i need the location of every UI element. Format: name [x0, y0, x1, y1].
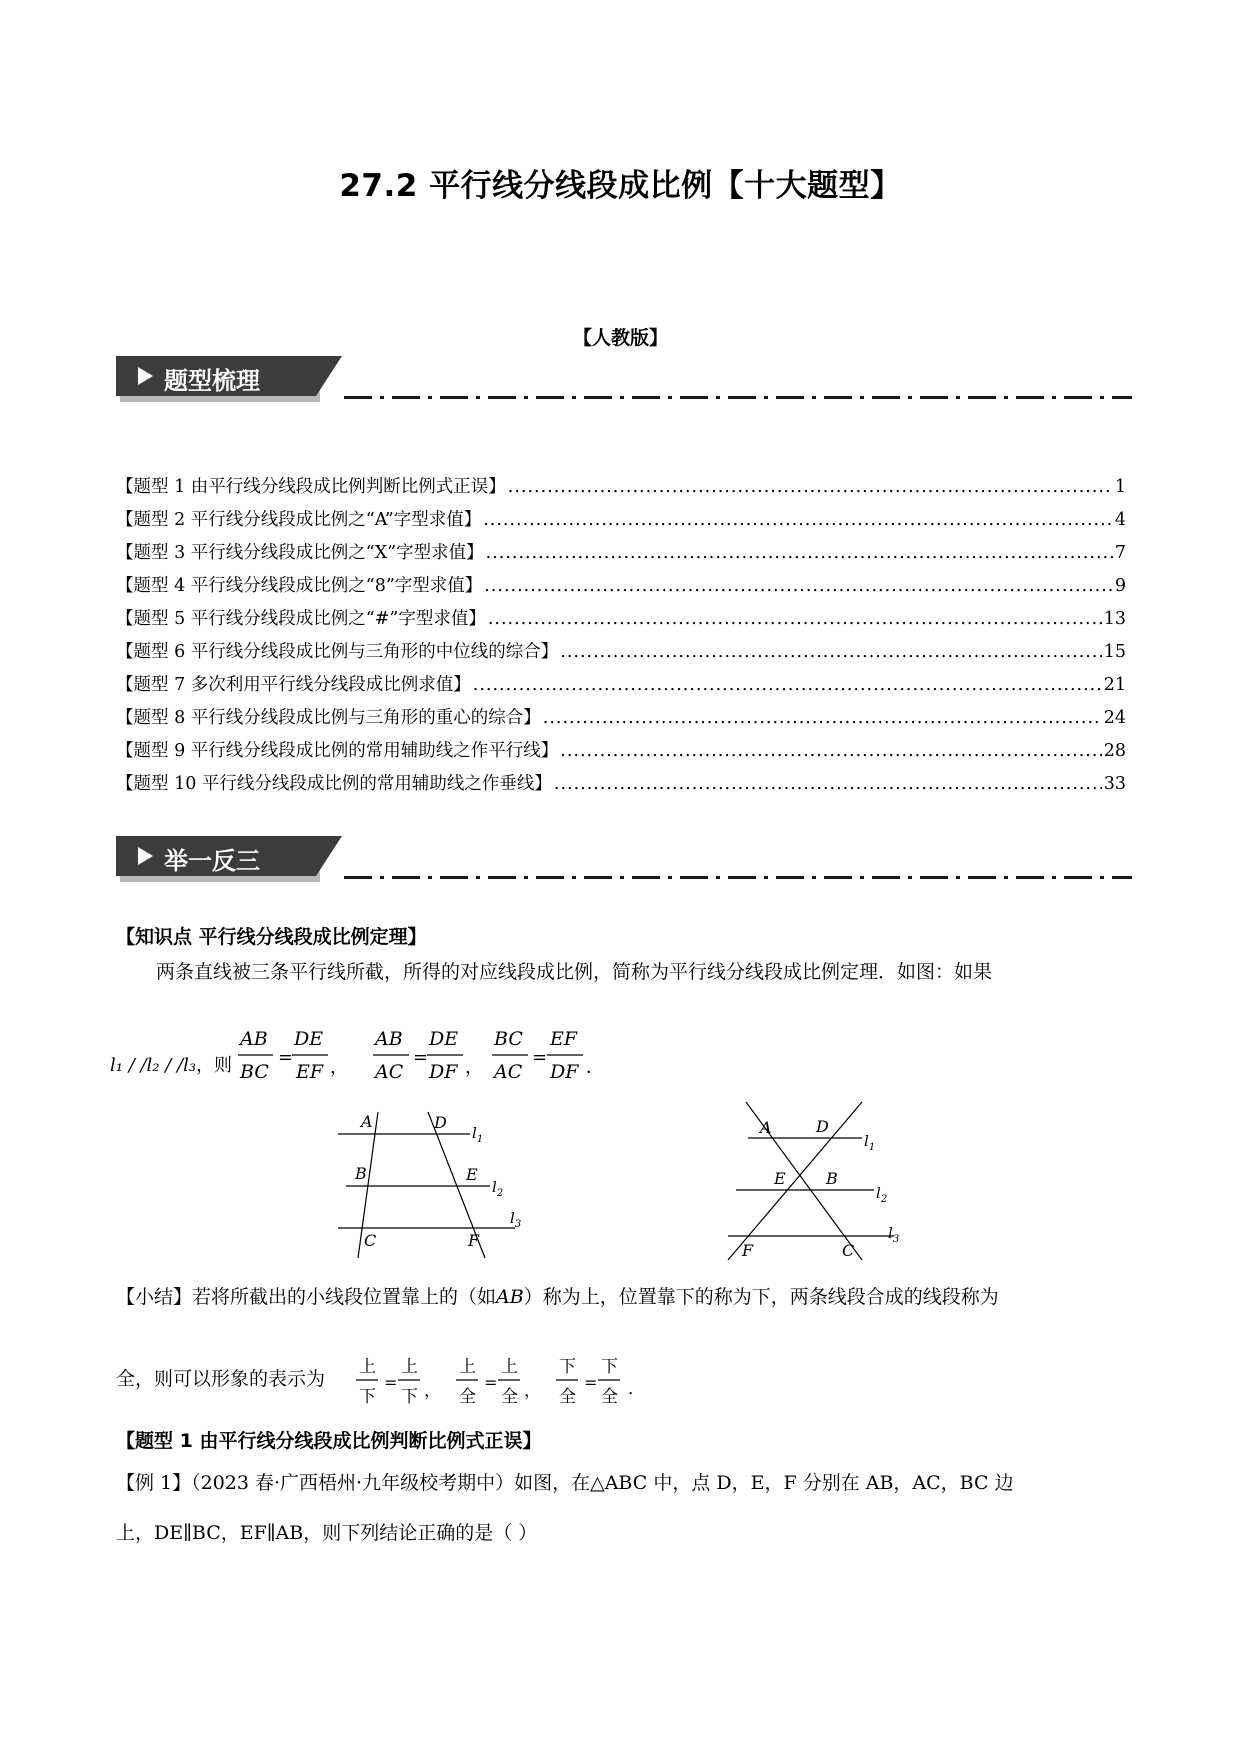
svg-text:，: ，	[330, 1057, 348, 1078]
table-of-contents	[116, 471, 1126, 801]
svg-text:DF: DF	[429, 1061, 458, 1083]
svg-text:AB: AB	[240, 1028, 268, 1050]
summary-fractions	[356, 1346, 666, 1418]
svg-text:B: B	[826, 1169, 838, 1188]
toc-item[interactable]: 【题型 8 平行线分线段成比例与三角形的重心的综合】 ..... 24	[116, 702, 1126, 735]
svg-text:BC: BC	[240, 1061, 269, 1083]
summary-text: 【小结】若将所截出的小线段位置靠上的（如AB）称为上，位置靠下的称为下，两条线段合成的线段称为	[116, 1286, 999, 1308]
svg-text:．: ．	[586, 1057, 604, 1078]
svg-text:，: ，	[465, 1057, 483, 1078]
svg-text:=: =	[278, 1047, 294, 1068]
svg-text:下: 下	[359, 1387, 376, 1407]
svg-text:AB: AB	[375, 1028, 403, 1050]
svg-text:l2: $l_2$	[492, 1178, 504, 1199]
edition-label: 【人教版】	[572, 327, 668, 349]
toc-item[interactable]: 【题型 1 由平行线分线段成比例判断比例式正误】 ..... 1	[116, 471, 1126, 504]
svg-text:上: 上	[401, 1357, 418, 1377]
svg-text:，: ，	[424, 1381, 441, 1401]
svg-text:EF: EF	[296, 1061, 324, 1083]
svg-text:C: C	[364, 1231, 377, 1250]
svg-text:=: =	[532, 1047, 548, 1068]
toc-item[interactable]: 【题型 4 平行线分线段成比例之“8”字型求值】 ..... 9	[116, 570, 1126, 603]
svg-text:A: A	[361, 1112, 373, 1131]
figure-x-shape	[700, 1092, 920, 1270]
svg-text:DE: DE	[429, 1028, 459, 1050]
svg-text:l3: $l_3$	[510, 1209, 522, 1230]
svg-text:D: D	[434, 1113, 447, 1132]
svg-text:l3: $l_3$	[888, 1224, 900, 1245]
banner-tab	[116, 356, 316, 396]
svg-text:E: E	[466, 1165, 478, 1184]
toc-item[interactable]: 【题型 9 平行线分线段成比例的常用辅助线之作平行线】 ..... 28	[116, 735, 1126, 768]
example1-line2: 上，DE∥BC，EF∥AB，则下列结论正确的是（ ）	[116, 1522, 538, 1544]
figure-a-shape	[330, 1100, 530, 1260]
page-title: 27.2 平行线分线段成比例【十大题型】	[339, 168, 902, 204]
section-banner-examples	[116, 836, 1132, 890]
svg-text:上: 上	[359, 1357, 376, 1377]
svg-text:DE: DE	[294, 1028, 324, 1050]
banner-dashed-line	[344, 876, 1132, 879]
svg-text:l1: $l_1$	[472, 1124, 484, 1145]
svg-text:AC: AC	[494, 1061, 523, 1083]
theorem-text: 两条直线被三条平行线所截，所得的对应线段成比例，简称为平行线分线段成比例定理．如图：如果	[156, 961, 993, 983]
banner-label: 题型梳理	[164, 367, 260, 395]
svg-text:F: F	[742, 1241, 754, 1260]
svg-text:，: ，	[524, 1381, 541, 1401]
banner-dashed-line	[344, 396, 1132, 399]
knowledge-heading: 【知识点 平行线分线段成比例定理】	[116, 926, 427, 948]
play-triangle-icon	[138, 847, 153, 865]
proportion-formula	[110, 1015, 630, 1095]
example1-line1: 【例 1】（2023 春·广西梧州·九年级校考期中）如图，在△ABC 中，点 D，E，F 分别在 AB，AC，BC 边	[116, 1472, 1014, 1494]
toc-item[interactable]: 【题型 7 多次利用平行线分线段成比例求值】 ..... 21	[116, 669, 1126, 702]
svg-text:下: 下	[601, 1357, 618, 1377]
svg-text:上: 上	[501, 1357, 518, 1377]
parallel-condition: l₁ / /l₂ / /l₃	[110, 1055, 197, 1076]
svg-text:上: 上	[459, 1357, 476, 1377]
svg-text:．: ．	[628, 1379, 645, 1399]
svg-text:全: 全	[501, 1387, 518, 1407]
svg-text:=: =	[484, 1373, 498, 1392]
svg-text:全: 全	[601, 1387, 618, 1407]
svg-text:F: F	[468, 1231, 480, 1250]
svg-text:全: 全	[559, 1387, 576, 1407]
section-banner-types	[116, 356, 1132, 410]
svg-text:=: =	[413, 1047, 429, 1068]
svg-text:BC: BC	[494, 1028, 523, 1050]
toc-item[interactable]: 【题型 6 平行线分线段成比例与三角形的中位线的综合】 ..... 15	[116, 636, 1126, 669]
svg-text:C: C	[842, 1241, 855, 1260]
svg-text:A: A	[760, 1118, 772, 1137]
svg-text:D: D	[816, 1117, 829, 1136]
svg-text:全: 全	[459, 1387, 476, 1407]
svg-text:=: =	[584, 1373, 598, 1392]
banner-label: 举一反三	[164, 847, 260, 875]
svg-text:DF: DF	[550, 1061, 579, 1083]
summary-text-2: 全，则可以形象的表示为	[116, 1368, 326, 1390]
svg-text:=: =	[384, 1373, 398, 1392]
play-triangle-icon	[138, 367, 153, 385]
toc-item[interactable]: 【题型 10 平行线分线段成比例的常用辅助线之作垂线】 ..... 33	[116, 768, 1126, 801]
svg-text:下: 下	[401, 1387, 418, 1407]
svg-text:下: 下	[559, 1357, 576, 1377]
svg-text:B: B	[355, 1164, 367, 1183]
svg-text:E: E	[774, 1169, 786, 1188]
svg-text:l2: $l_2$	[876, 1184, 888, 1205]
toc-item[interactable]: 【题型 3 平行线分线段成比例之“X”字型求值】 ..... 7	[116, 537, 1126, 570]
banner-tab	[116, 836, 316, 876]
svg-text:l1: $l_1$	[864, 1132, 876, 1153]
toc-item[interactable]: 【题型 5 平行线分线段成比例之“#”字型求值】 ..... 13	[116, 603, 1126, 636]
type1-heading: 【题型 1 由平行线分线段成比例判断比例式正误】	[116, 1430, 542, 1452]
then-text: ，则	[196, 1055, 232, 1076]
toc-item[interactable]: 【题型 2 平行线分线段成比例之“A”字型求值】 ..... 4	[116, 504, 1126, 537]
svg-text:EF: EF	[550, 1028, 578, 1050]
svg-text:AC: AC	[375, 1061, 404, 1083]
